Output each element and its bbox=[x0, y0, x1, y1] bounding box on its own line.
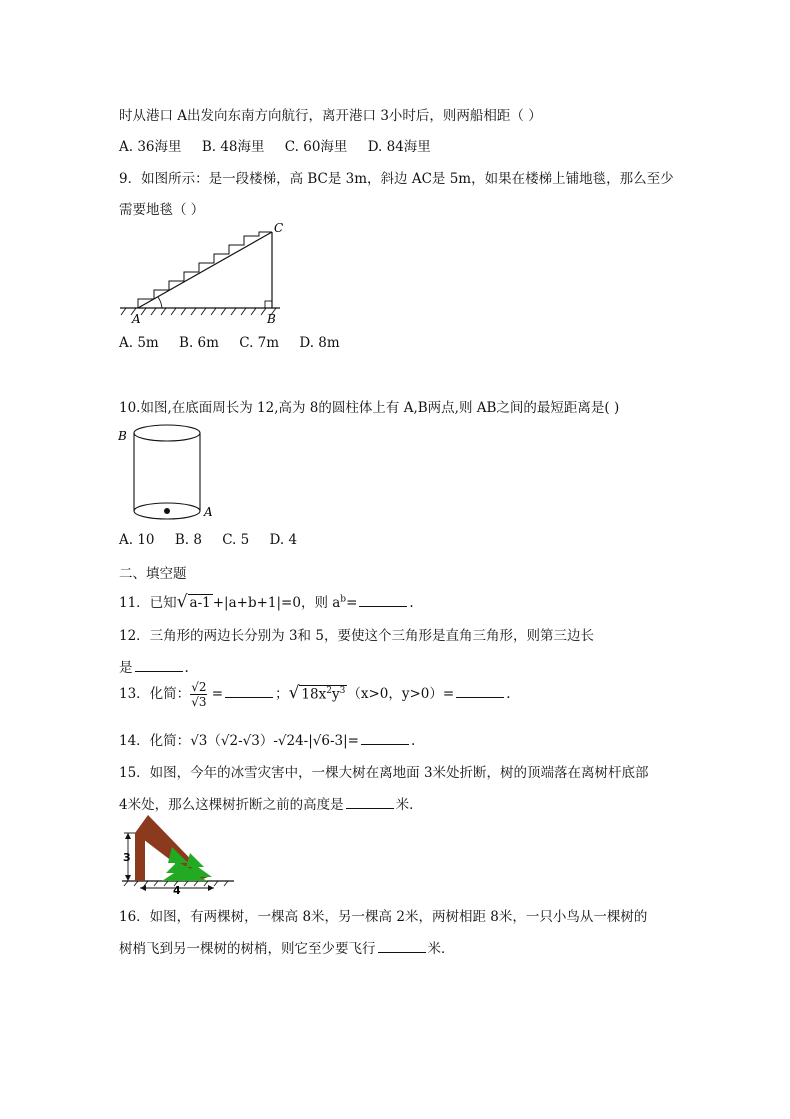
q11-text: 11．已知√ a-1 +|a+b+1|=0，则 $a^b=$ . bbox=[119, 592, 414, 612]
q9-options bbox=[119, 335, 356, 351]
label-height: 3 bbox=[123, 851, 131, 864]
q10-option-d: D. 4 bbox=[269, 532, 298, 548]
q11-blank[interactable] bbox=[359, 605, 407, 607]
q9-option-d: D. 8m bbox=[299, 335, 340, 351]
cylinder-figure bbox=[118, 420, 218, 525]
q12-text-line1: 12．三角形的两边长分别为 3和 5，要使这个三角形是直角三角形，则第三边长 bbox=[119, 628, 594, 644]
label-a: A bbox=[204, 505, 213, 519]
q9-option-a: A. 5m bbox=[119, 335, 159, 351]
q16-text-line2: 树梢飞到另一棵树的树梢，则它至少要飞行 米． bbox=[119, 941, 455, 957]
label-width: 4 bbox=[173, 884, 181, 897]
q9-option-b: B. 6m bbox=[179, 335, 219, 351]
q8-option-a: A. 36海里 bbox=[119, 139, 182, 155]
q8-option-b: B. 48海里 bbox=[201, 139, 265, 155]
q9-text-line1: 9．如图所示：是一段楼梯，高 BC是 3m，斜边 AC是 5m，如果在楼梯上铺地毯，那么至少 bbox=[119, 171, 674, 187]
q10-options bbox=[119, 532, 313, 548]
q14-blank[interactable] bbox=[361, 743, 409, 745]
q13-blank-1[interactable] bbox=[225, 696, 273, 698]
q8-option-d: D. 84海里 bbox=[367, 139, 431, 155]
q13-fraction: $\frac{√2}{√3}$ bbox=[191, 680, 207, 709]
section-title: 二、填空题 bbox=[119, 566, 187, 582]
staircase-figure bbox=[118, 222, 288, 327]
q13-text: 13．化简： $\frac{√2}{√3}$ = ；√ $18x^2y^3$ （x>0，y>0）= . bbox=[119, 680, 511, 709]
q9-option-c: C. 7m bbox=[239, 335, 280, 351]
q12-blank[interactable] bbox=[135, 670, 183, 672]
q8-option-c: C. 60海里 bbox=[284, 139, 348, 155]
q8-text: 时从港口 A出发向东南方向航行，离开港口 3小时后，则两船相距（ ） bbox=[119, 108, 542, 124]
q10-option-b: B. 8 bbox=[174, 532, 202, 548]
q10-option-c: C. 5 bbox=[222, 532, 250, 548]
q16-text-line1: 16．如图，有两棵树，一棵高 8米，另一棵高 2米，两树相距 8米，一只小鸟从一棵树的 bbox=[119, 909, 648, 925]
broken-tree-figure bbox=[118, 815, 238, 897]
q9-text-line2: 需要地毯（ ） bbox=[119, 202, 205, 218]
q16-blank[interactable] bbox=[378, 951, 426, 953]
label-a: A bbox=[132, 312, 141, 326]
label-c: C bbox=[274, 222, 284, 235]
q15-text-line2: 4米处，那么这棵树折断之前的高度是 米． bbox=[119, 797, 423, 813]
q13-blank-2[interactable] bbox=[456, 696, 504, 698]
q14-text: 14．化简：√3（√2-√3）-√24-|√6-3|= . bbox=[119, 733, 416, 749]
label-b: B bbox=[267, 312, 276, 326]
q15-text-line1: 15．如图，今年的冰雪灾害中，一棵大树在离地面 3米处折断，树的顶端落在离树杆底部 bbox=[119, 765, 649, 781]
q10-text: 10.如图,在底面周长为 12,高为 8的圆柱体上有 A,B两点,则 AB之间的最短距离是( ) bbox=[119, 400, 620, 416]
q12-text-line2: 是 . bbox=[119, 660, 189, 676]
q10-option-a: A. 10 bbox=[119, 532, 155, 548]
q15-blank[interactable] bbox=[346, 807, 394, 809]
label-b: B bbox=[118, 429, 127, 443]
q8-options bbox=[119, 135, 447, 155]
